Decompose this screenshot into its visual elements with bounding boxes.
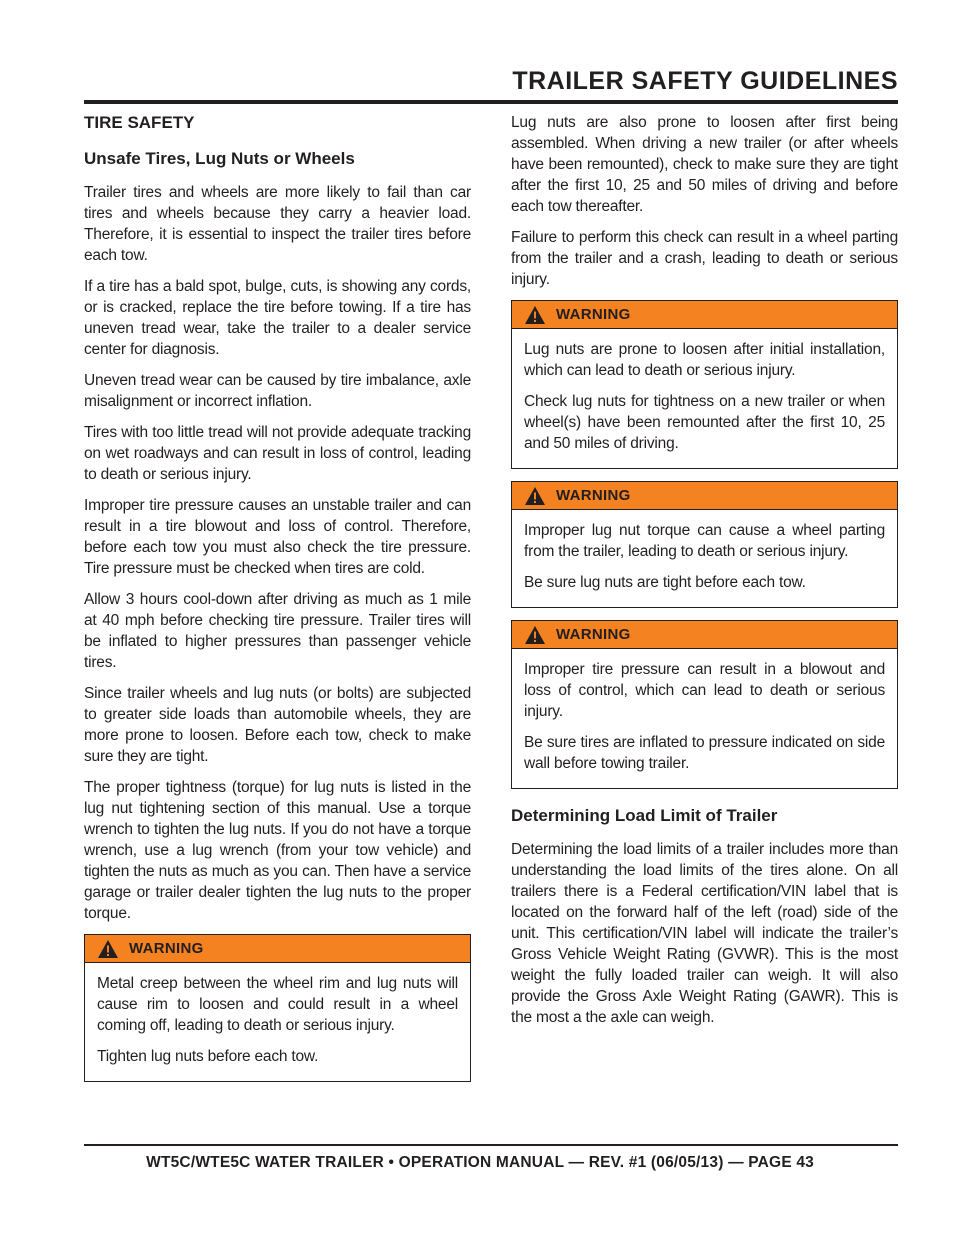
warning-box-metal-creep bbox=[84, 934, 471, 1082]
paragraph: If a tire has a bald spot, bulge, cuts, is showing any cords, or is cracked, replace the tire before towing. If a tire has uneven tread wear, take the trailer to a dealer service center for diagnosis. bbox=[84, 278, 471, 358]
warning-body bbox=[512, 510, 897, 607]
page-title: TRAILER SAFETY GUIDELINES bbox=[512, 67, 898, 95]
section-title-tire-safety: TIRE SAFETY bbox=[84, 113, 195, 132]
footer-rule bbox=[84, 1144, 898, 1146]
paragraph: The proper tightness (torque) for lug nuts is listed in the lug nut tightening section of this manual. Use a torque wrench to tighten the lug nuts. If you do not have a torque wrench, use a lug wrench (from your tow vehicle) and tighten the nuts as much as you can. Then have a service garage or trailer dealer tighten the lug nuts to the proper torque. bbox=[84, 779, 471, 922]
warning-header bbox=[85, 935, 470, 963]
warning-body bbox=[512, 329, 897, 468]
warning-label: WARNING bbox=[556, 626, 631, 643]
warning-text: Lug nuts are prone to loosen after initial installation, which can lead to death or serious injury. bbox=[524, 341, 885, 379]
page-footer: WT5C/WTE5C WATER TRAILER • OPERATION MANUAL — REV. #1 (06/05/13) — PAGE 43 bbox=[146, 1154, 814, 1171]
warning-header bbox=[512, 301, 897, 329]
warning-label: WARNING bbox=[556, 306, 631, 323]
left-column bbox=[84, 112, 471, 1094]
subheading-unsafe-tires: Unsafe Tires, Lug Nuts or Wheels bbox=[84, 149, 355, 168]
paragraph: Determining the load limits of a trailer includes more than understanding the load limits of the tires alone. On all trailers there is a Federal certification/VIN label that is located on the forward half of the left (road) side of the unit. This certification/VIN label will indicate the trailer’s Gross Vehicle Weight Rating (GVWR). This is the most weight the fully loaded trailer can weigh. It will also provide the Gross Axle Weight Rating (GAWR). This is the most a the axle can weigh. bbox=[511, 841, 898, 1026]
right-column bbox=[511, 112, 898, 1038]
paragraph: Improper tire pressure causes an unstable trailer and can result in a tire blowout and loss of control. Therefore, before each tow you must also check the tire pressure. Tire pressure must be checked when tires are cold. bbox=[84, 497, 471, 577]
warning-text: Tighten lug nuts before each tow. bbox=[97, 1048, 319, 1065]
paragraph: Trailer tires and wheels are more likely to fail than car tires and wheels because they carry a heavier load. Therefore, it is essential to inspect the trailer tires before each tow. bbox=[84, 184, 471, 264]
paragraph: Since trailer wheels and lug nuts (or bolts) are subjected to greater side loads than automobile wheels, they are more prone to loosen. Before each tow, check to make sure they are tight. bbox=[84, 685, 471, 765]
warning-body bbox=[512, 649, 897, 788]
warning-text: Be sure tires are inflated to pressure indicated on side wall before towing trailer. bbox=[524, 734, 885, 772]
warning-text: Be sure lug nuts are tight before each tow. bbox=[524, 574, 806, 591]
warning-label: WARNING bbox=[556, 487, 631, 504]
paragraph: Uneven tread wear can be caused by tire imbalance, axle misalignment or incorrect inflation. bbox=[84, 372, 471, 410]
warning-text: Improper tire pressure can result in a blowout and loss of control, which can lead to death or serious injury. bbox=[524, 661, 885, 720]
paragraph: Tires with too little tread will not provide adequate tracking on wet roadways and can result in loss of control, leading to death or serious injury. bbox=[84, 424, 471, 483]
warning-triangle-icon bbox=[524, 305, 546, 325]
paragraph: Allow 3 hours cool-down after driving as much as 1 mile at 40 mph before checking tire pressure. Trailer tires will be inflated to higher pressures than passenger vehicle tires. bbox=[84, 591, 471, 671]
paragraph: Failure to perform this check can result in a wheel parting from the trailer and a crash, leading to death or serious injury. bbox=[511, 229, 898, 288]
title-rule bbox=[84, 100, 898, 104]
warning-triangle-icon bbox=[97, 939, 119, 959]
paragraph: Lug nuts are also prone to loosen after first being assembled. When driving a new trailer (or after wheels have been remounted), check to make sure they are tight after the first 10, 25 and 50 miles of driving and before each tow thereafter. bbox=[511, 114, 898, 215]
subheading-load-limit: Determining Load Limit of Trailer bbox=[511, 806, 778, 825]
warning-body bbox=[85, 963, 470, 1081]
warning-text: Check lug nuts for tightness on a new trailer or when wheel(s) have been remounted after the first 10, 25 and 50 miles of driving. bbox=[524, 393, 885, 452]
warning-box-lug-nut-torque bbox=[511, 481, 898, 608]
warning-label: WARNING bbox=[129, 940, 204, 957]
warning-triangle-icon bbox=[524, 486, 546, 506]
warning-header bbox=[512, 621, 897, 649]
warning-triangle-icon bbox=[524, 625, 546, 645]
warning-header bbox=[512, 482, 897, 510]
warning-box-tire-pressure bbox=[511, 620, 898, 789]
warning-text: Improper lug nut torque can cause a wheel parting from the trailer, leading to death or serious injury. bbox=[524, 522, 885, 560]
warning-box-lug-nuts-loosen bbox=[511, 300, 898, 469]
warning-text: Metal creep between the wheel rim and lug nuts will cause rim to loosen and could result in a wheel coming off, leading to death or serious injury. bbox=[97, 975, 458, 1034]
